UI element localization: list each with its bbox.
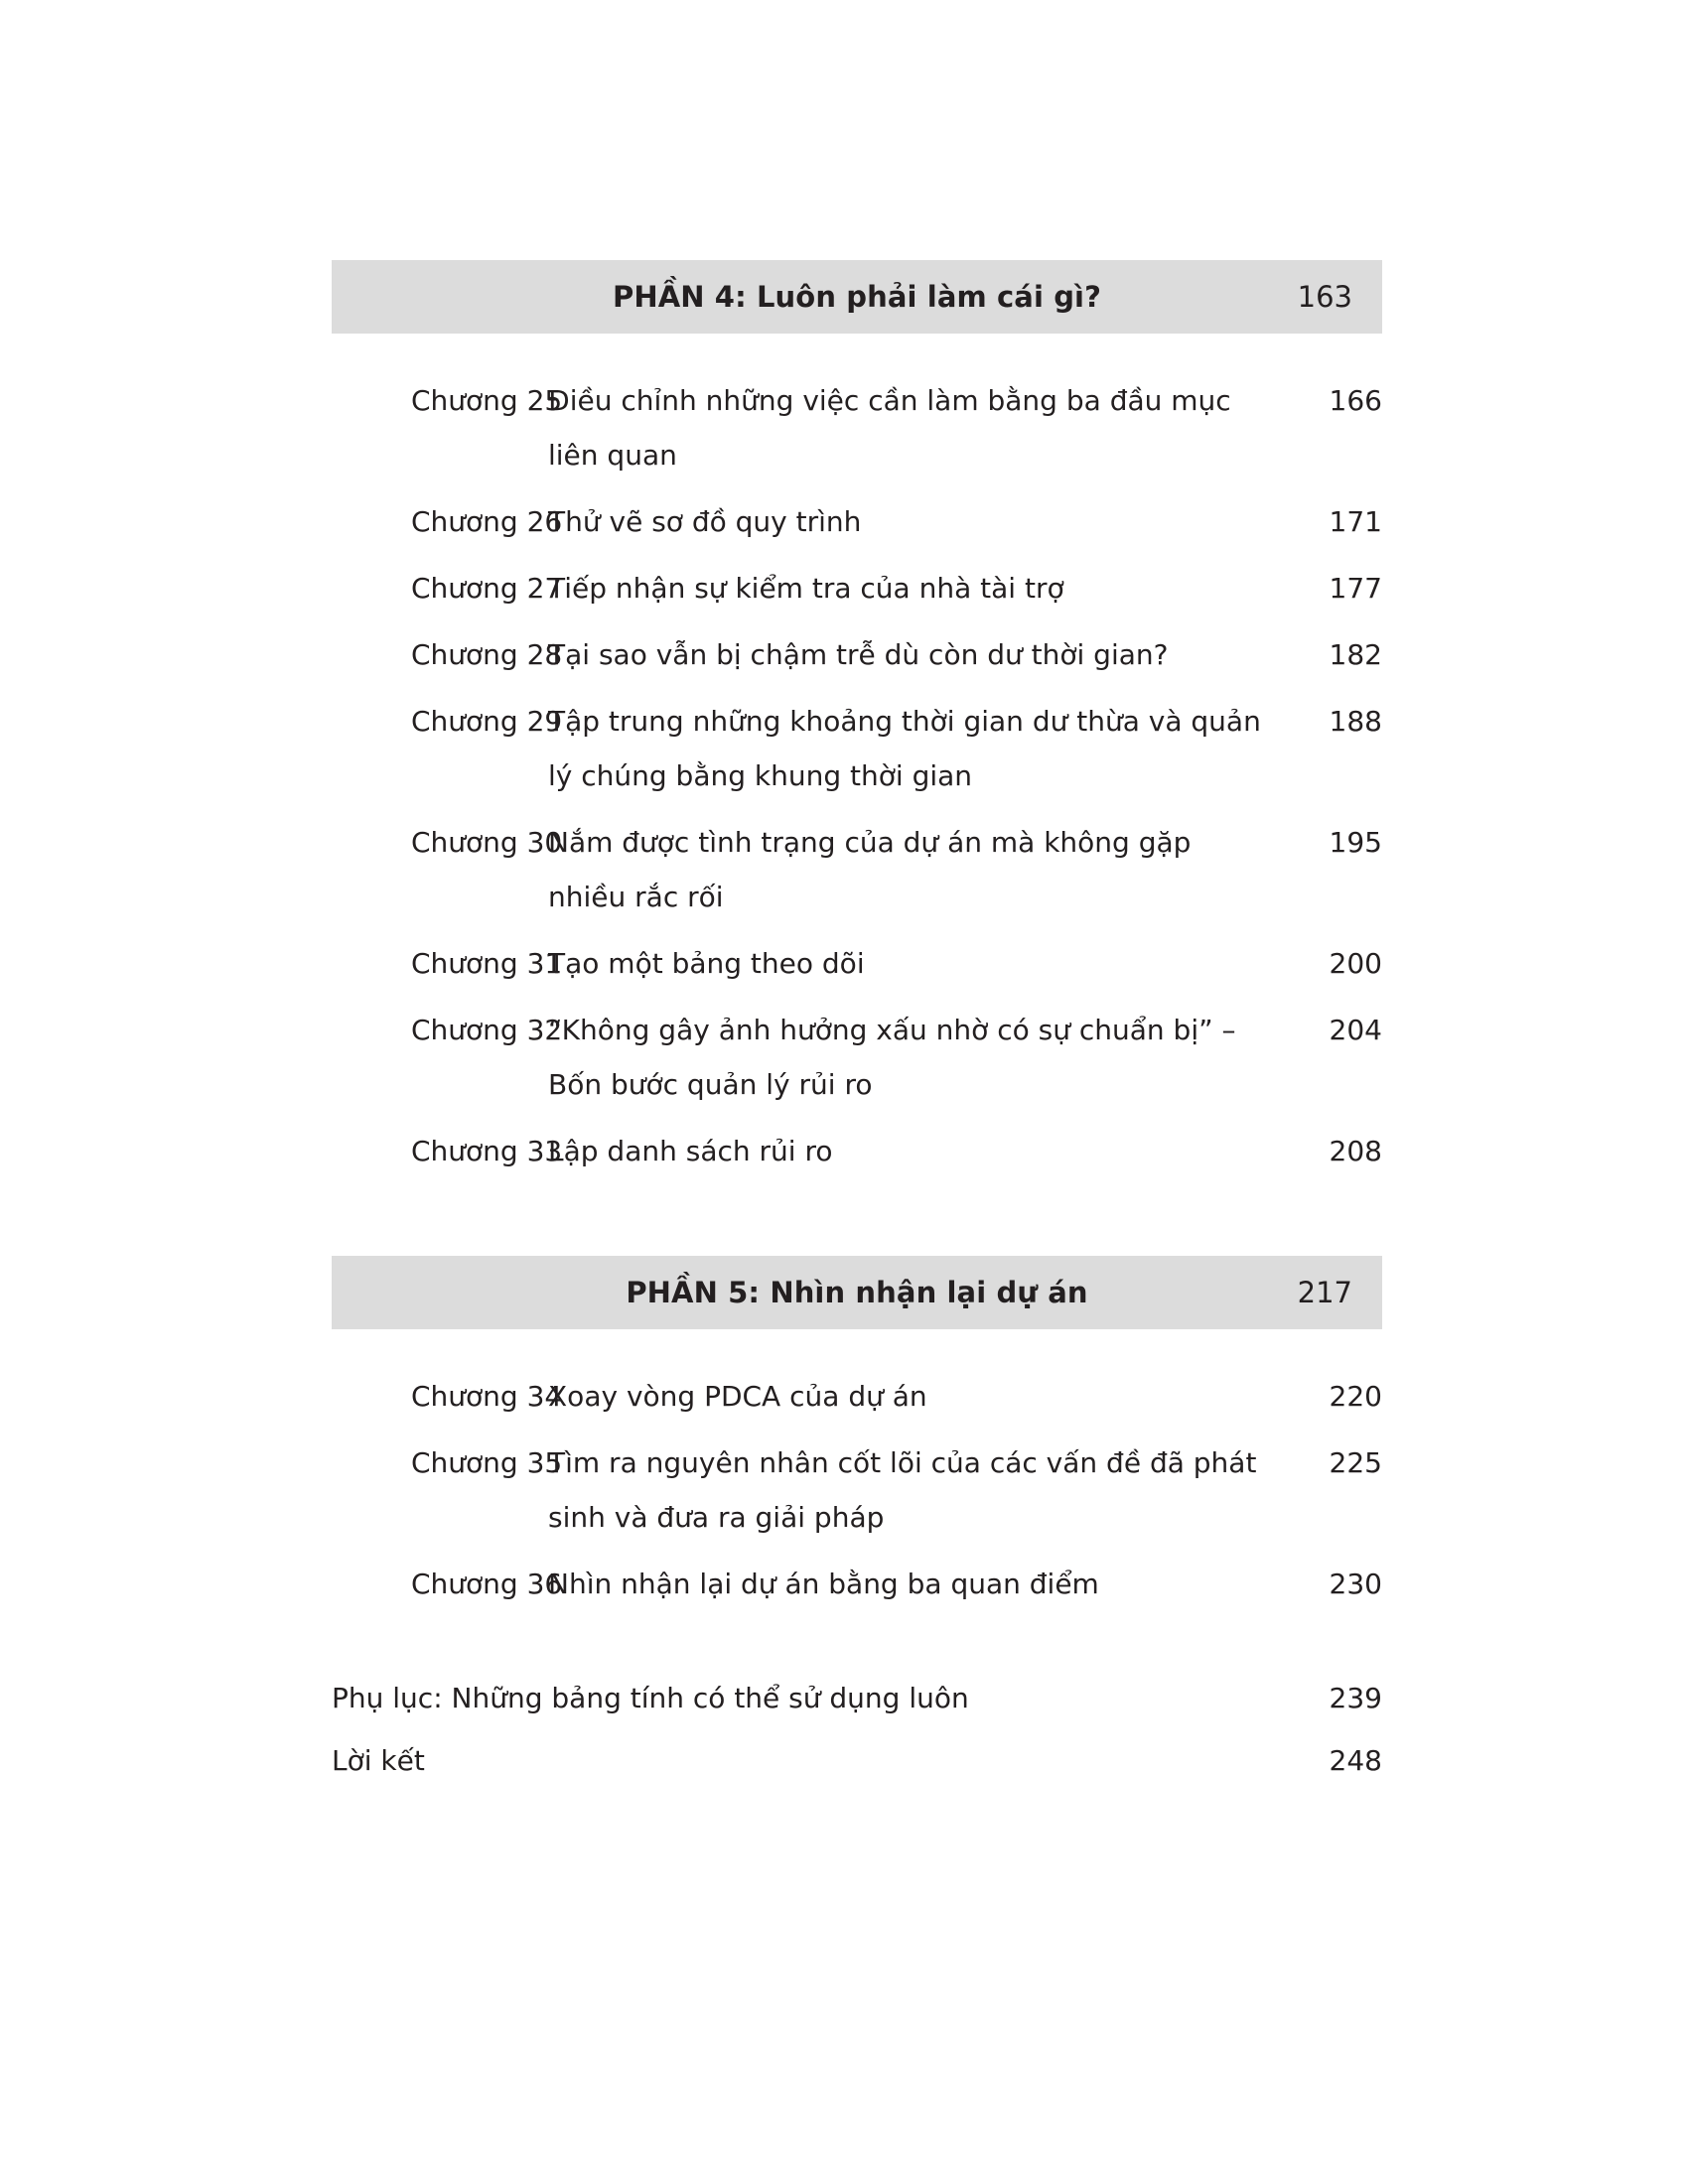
chapter-title: Tập trung những khoảng thời gian dư thừa và quản lý chúng bằng khung thời gian	[548, 705, 1261, 792]
toc-entry[interactable]	[332, 1435, 1382, 1545]
part-title-4: PHẦN 4: Luôn phải làm cái gì?	[612, 280, 1102, 314]
chapter-title: Tìm ra nguyên nhân cốt lõi của các vấn đề đã phát sinh và đưa ra giải pháp	[548, 1446, 1257, 1534]
part-heading-5	[332, 1256, 1382, 1329]
chapter-title: Tạo một bảng theo dõi	[548, 947, 865, 980]
chapter-label: Chương 35	[411, 1446, 563, 1479]
toc-entry[interactable]	[332, 627, 1382, 682]
part-page-5: 217	[1297, 1276, 1352, 1309]
toc-entry[interactable]	[332, 936, 1382, 991]
chapter-title: Nhìn nhận lại dự án bằng ba quan điểm	[548, 1568, 1099, 1600]
toc-content	[332, 260, 1382, 1796]
chapter-page: 230	[1329, 1568, 1382, 1600]
chapter-page: 188	[1329, 705, 1382, 738]
chapter-page: 166	[1329, 384, 1382, 417]
chapter-label: Chương 33	[411, 1135, 563, 1167]
chapter-label: Chương 36	[411, 1568, 563, 1600]
chapter-label: Chương 30	[411, 826, 563, 859]
afterword-title: Lời kết	[332, 1744, 425, 1777]
chapter-label: Chương 31	[411, 947, 563, 980]
part-title-5: PHẦN 5: Nhìn nhận lại dự án	[626, 1276, 1088, 1309]
toc-entry[interactable]	[332, 815, 1382, 924]
chapter-page: 220	[1329, 1380, 1382, 1413]
chapter-label: Chương 34	[411, 1380, 563, 1413]
toc-entry[interactable]	[332, 694, 1382, 803]
toc-entry[interactable]	[332, 1003, 1382, 1112]
chapter-label: Chương 25	[411, 384, 563, 417]
chapter-title: Tiếp nhận sự kiểm tra của nhà tài trợ	[548, 572, 1064, 605]
chapter-label: Chương 28	[411, 638, 563, 671]
chapter-label: Chương 32	[411, 1014, 563, 1046]
part-page-4: 163	[1297, 280, 1352, 314]
chapter-page: 195	[1329, 826, 1382, 859]
appendix-title: Phụ lục: Những bảng tính có thể sử dụng luôn	[332, 1682, 969, 1714]
toc-entry[interactable]	[332, 561, 1382, 615]
chapter-title: Thử vẽ sơ đồ quy trình	[548, 505, 862, 538]
chapter-title: Lập danh sách rủi ro	[548, 1135, 833, 1167]
chapter-title: Tại sao vẫn bị chậm trễ dù còn dư thời gian?	[548, 638, 1169, 671]
chapter-page: 171	[1329, 505, 1382, 538]
chapter-list-part-5	[332, 1369, 1382, 1611]
chapter-page: 225	[1329, 1446, 1382, 1479]
chapter-title: Điều chỉnh những việc cần làm bằng ba đầu mục liên quan	[548, 384, 1231, 472]
chapter-page: 200	[1329, 947, 1382, 980]
appendix-list	[332, 1671, 1382, 1788]
chapter-page: 208	[1329, 1135, 1382, 1167]
chapter-title: “Không gây ảnh hưởng xấu nhờ có sự chuẩn bị” – Bốn bước quản lý rủi ro	[548, 1014, 1236, 1101]
chapter-label: Chương 26	[411, 505, 563, 538]
chapter-title: Nắm được tình trạng của dự án mà không gặp nhiều rắc rối	[548, 826, 1192, 913]
chapter-label: Chương 27	[411, 572, 563, 605]
toc-entry[interactable]	[332, 373, 1382, 482]
part-heading-4	[332, 260, 1382, 334]
chapter-page: 204	[1329, 1014, 1382, 1046]
chapter-list-part-4	[332, 373, 1382, 1178]
chapter-label: Chương 29	[411, 705, 563, 738]
toc-entry[interactable]	[332, 1124, 1382, 1178]
toc-entry[interactable]	[332, 494, 1382, 549]
toc-entry[interactable]	[332, 1557, 1382, 1611]
chapter-page: 182	[1329, 638, 1382, 671]
afterword-page: 248	[1329, 1744, 1382, 1777]
toc-entry-appendix[interactable]	[332, 1671, 1382, 1725]
section-spacer	[332, 1190, 1382, 1256]
toc-entry-afterword[interactable]	[332, 1733, 1382, 1788]
appendix-page: 239	[1329, 1682, 1382, 1714]
toc-entry[interactable]	[332, 1369, 1382, 1424]
chapter-page: 177	[1329, 572, 1382, 605]
chapter-title: Xoay vòng PDCA của dự án	[548, 1380, 927, 1413]
